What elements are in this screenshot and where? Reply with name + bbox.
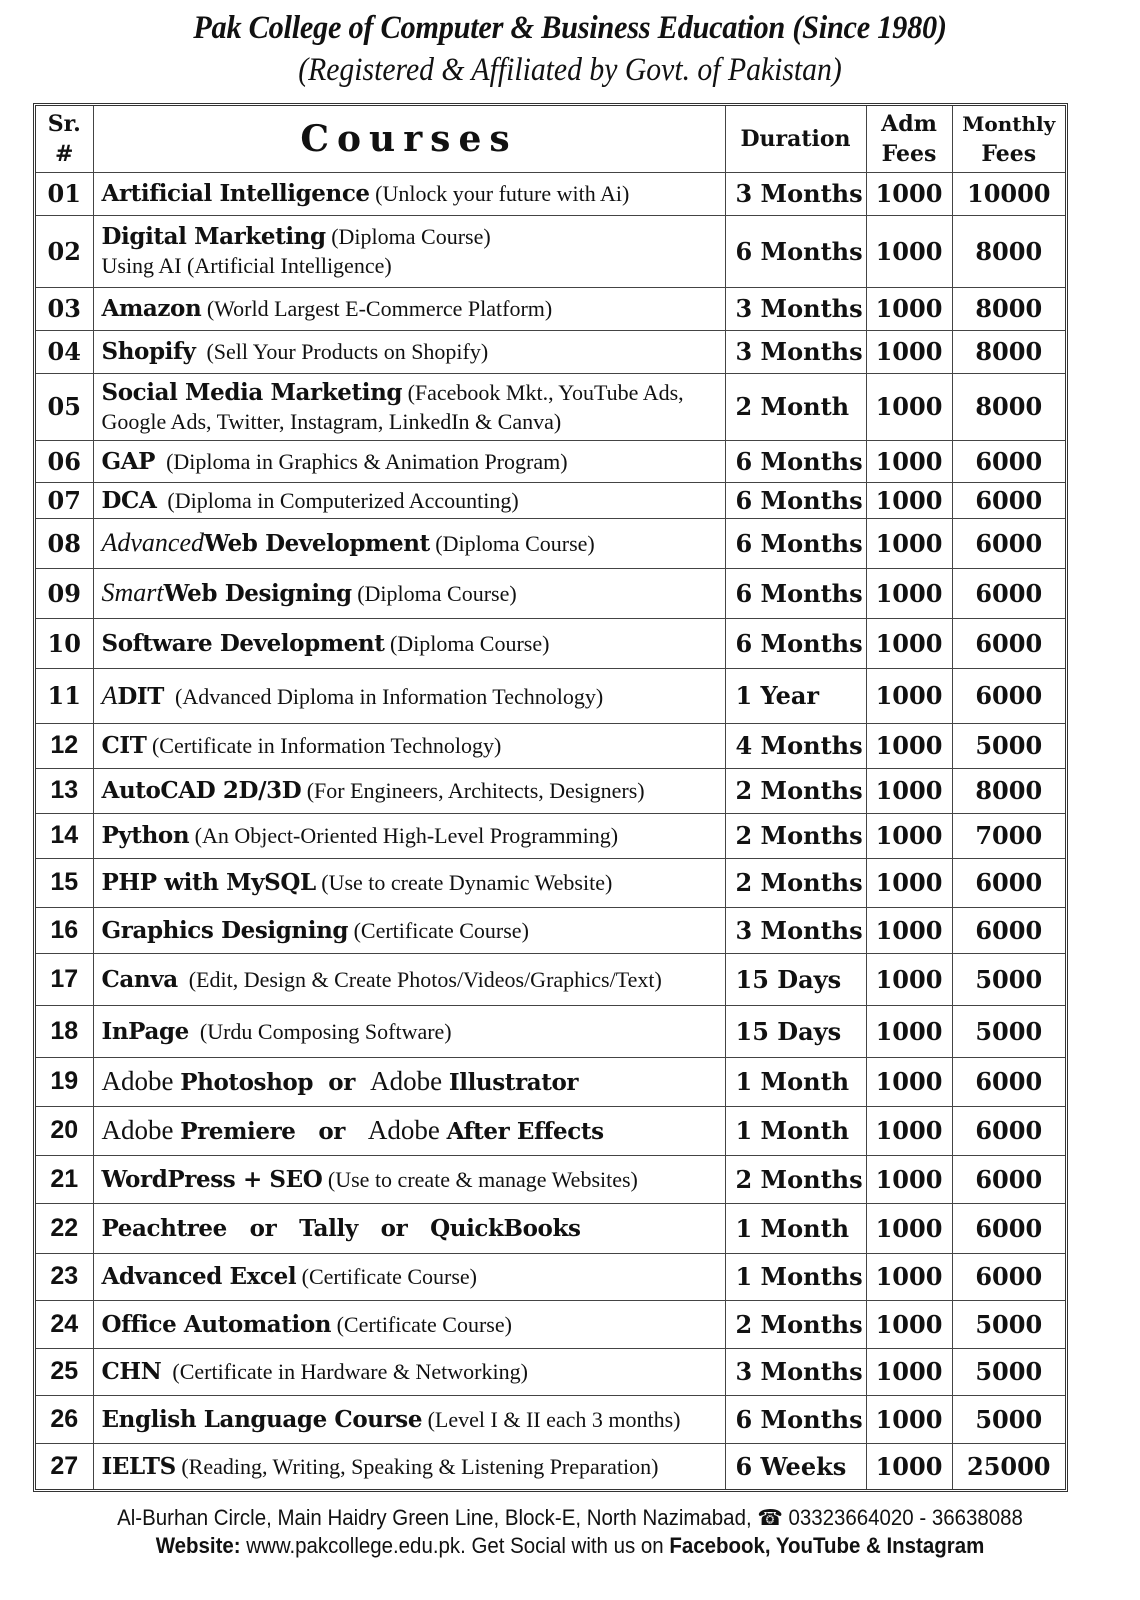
row-course [93,1253,725,1300]
row-course [93,1395,725,1443]
col-header-duration: Duration [725,106,866,172]
row-monthly-fees: 6000 [952,440,1065,482]
course-line [102,965,725,994]
row-adm-fees: 1000 [866,1057,952,1106]
course-note: (World Largest E-Commerce Platform) [201,296,553,321]
course-line [102,578,725,608]
course-note: (Use to create & manage Websites) [322,1166,638,1192]
row-duration: 1 Months [725,1253,866,1300]
course-line [102,629,725,658]
row-sr-number: 24 [36,1300,93,1348]
row-sr-number: 09 [36,568,93,618]
table-row [36,1106,1065,1155]
row-monthly-fees: 6000 [952,482,1065,518]
course-name: IELTS [101,1452,176,1480]
row-duration: 6 Months [725,518,866,568]
row-monthly-fees: 6000 [952,858,1065,907]
course-note: (Diploma in Computerized Accounting) [156,487,519,513]
page-title: Pak College of Computer & Business Education (Since 1980) [193,10,947,46]
course-name: AutoCAD 2D/3D [101,777,302,804]
course-prefix-script: A [101,680,118,710]
course-name: Shopify [101,338,196,365]
row-adm-fees: 1000 [866,1300,952,1348]
row-monthly-fees: 6000 [952,668,1065,723]
table-row [36,953,1065,1005]
row-sr-number: 19 [36,1057,93,1106]
row-monthly-fees: 8000 [952,768,1065,813]
course-note: (Use to create Dynamic Website) [315,870,613,895]
row-duration: 2 Months [725,1155,866,1203]
row-course [93,172,725,215]
course-name: Amazon [101,295,202,322]
row-sr-number: 08 [36,518,93,568]
footer-website-line [40,1533,1100,1559]
row-course [93,373,725,440]
course-note: (Unlock your future with Ai) [369,181,630,206]
row-adm-fees: 1000 [866,568,952,618]
row-adm-fees: 1000 [866,1203,952,1253]
row-course [93,1443,725,1489]
col-header-sr-line1: Sr. [47,110,81,137]
row-sr-number: 01 [36,172,93,215]
course-note: (Diploma Course) [384,630,550,656]
row-monthly-fees: 5000 [952,1005,1065,1057]
row-adm-fees: 1000 [866,1348,952,1395]
course-note: (Diploma in Graphics & Animation Program) [155,448,568,474]
row-adm-fees: 1000 [866,953,952,1005]
col-header-adm-fees [866,106,952,172]
row-adm-fees: 1000 [866,287,952,330]
course-name: WordPress + SEO [101,1165,323,1193]
row-sr-number: 14 [36,813,93,858]
course-note-line2: Using AI (Artificial Intelligence) [101,253,392,278]
row-sr-number: 15 [36,858,93,907]
row-sr-number: 11 [36,668,93,723]
row-duration: 6 Months [725,618,866,668]
row-sr-number: 26 [36,1395,93,1443]
course-note-line2: Google Ads, Twitter, Instagram, LinkedIn & Canva) [101,408,562,434]
row-adm-fees: 1000 [866,330,952,373]
table-row [36,668,1065,723]
row-sr-number: 17 [36,953,93,1005]
course-name: Canva [101,965,178,993]
row-adm-fees: 1000 [866,373,952,440]
course-line [102,681,725,711]
course-line [102,731,725,760]
row-adm-fees: 1000 [866,1253,952,1300]
table-row [36,907,1065,953]
col-header-monthly-line1: Monthly [962,111,1056,136]
row-sr-number: 22 [36,1203,93,1253]
table-row [36,858,1065,907]
table-row [36,172,1065,215]
course-name: Office Automation [101,1310,332,1338]
table-row [36,1253,1065,1300]
col-header-courses: Courses [93,106,725,172]
row-course [93,287,725,330]
row-sr-number: 25 [36,1348,93,1395]
course-part: Premiere [180,1117,296,1145]
table-row [36,723,1065,768]
course-line [102,179,725,208]
row-course [93,953,725,1005]
row-duration: 1 Month [725,1203,866,1253]
row-duration: 3 Months [725,1348,866,1395]
course-name: Peachtree or Tally or QuickBooks [101,1214,581,1242]
row-sr-number: 03 [36,287,93,330]
row-monthly-fees: 6000 [952,1106,1065,1155]
row-sr-number: 21 [36,1155,93,1203]
footer-phone: 03323664020 - 36638088 [782,1505,1023,1530]
table-row [36,287,1065,330]
row-sr-number: 20 [36,1106,93,1155]
row-course [93,907,725,953]
row-course [93,1155,725,1203]
row-adm-fees: 1000 [866,723,952,768]
row-duration: 3 Months [725,172,866,215]
row-monthly-fees: 5000 [952,723,1065,768]
course-prefix-script: Smart [101,578,164,607]
row-adm-fees: 1000 [866,215,952,287]
table-row [36,618,1065,668]
course-line [102,1452,725,1481]
row-course [93,518,725,568]
course-note: (Sell Your Products on Shopify) [195,339,489,364]
col-header-sr-line2: # [55,140,74,167]
row-course [93,1106,725,1155]
course-name: DIT [117,682,165,710]
course-note: (Advanced Diploma in Information Technology) [164,683,604,709]
row-sr-number: 18 [36,1005,93,1057]
row-duration: 2 Months [725,813,866,858]
course-note: (Diploma Course) [351,581,517,606]
row-duration: 6 Months [725,440,866,482]
row-course [93,1057,725,1106]
row-adm-fees: 1000 [866,440,952,482]
course-note: (Reading, Writing, Speaking & Listening Preparation) [175,1453,659,1479]
row-monthly-fees: 6000 [952,618,1065,668]
row-monthly-fees: 5000 [952,1395,1065,1443]
row-sr-number: 23 [36,1253,93,1300]
row-sr-number: 05 [36,373,93,440]
row-adm-fees: 1000 [866,907,952,953]
table-row [36,330,1065,373]
course-name: DCA [101,486,157,514]
row-adm-fees: 1000 [866,1155,952,1203]
row-sr-number: 04 [36,330,93,373]
course-note: (Urdu Composing Software) [188,1018,452,1044]
col-header-monthly-line2: Fees [981,140,1037,167]
course-line [102,868,725,897]
row-sr-number: 27 [36,1443,93,1489]
row-duration: 15 Days [725,953,866,1005]
footer-website[interactable]: www.pakcollege.edu.pk. Get Social with us on [240,1533,670,1558]
course-note: (For Engineers, Architects, Designers) [301,778,645,803]
course-line [102,1214,725,1243]
col-header-adm-line1: Adm [881,110,937,137]
table-row [36,440,1065,482]
table-row [36,1395,1065,1443]
row-sr-number: 06 [36,440,93,482]
row-monthly-fees: 6000 [952,1057,1065,1106]
footer-address: Al-Burhan Circle, Main Haidry Green Line, Block-E, North Nazimabad, [117,1505,758,1530]
row-course [93,723,725,768]
row-duration: 6 Months [725,568,866,618]
row-duration: 6 Months [725,482,866,518]
row-course [93,215,725,287]
row-sr-number: 16 [36,907,93,953]
course-part: Photoshop [180,1068,314,1096]
course-name: CIT [101,732,147,759]
row-sr-number: 10 [36,618,93,668]
row-adm-fees: 1000 [866,618,952,668]
row-duration: 4 Months [725,723,866,768]
row-monthly-fees: 6000 [952,518,1065,568]
row-monthly-fees: 7000 [952,813,1065,858]
row-course [93,1203,725,1253]
row-monthly-fees: 6000 [952,568,1065,618]
row-duration: 1 Year [725,668,866,723]
course-name: Advanced Excel [101,1263,297,1290]
table-row [36,518,1065,568]
row-sr-number: 02 [36,215,93,287]
course-note: (Certificate in Hardware & Networking) [161,1359,528,1384]
row-adm-fees: 1000 [866,1395,952,1443]
table-row [36,373,1065,440]
course-line [102,821,725,850]
row-course [93,440,725,482]
row-adm-fees: 1000 [866,518,952,568]
table-row [36,813,1065,858]
row-course [93,482,725,518]
course-line [102,337,725,366]
row-monthly-fees: 8000 [952,287,1065,330]
row-monthly-fees: 6000 [952,1203,1065,1253]
row-course [93,330,725,373]
row-duration: 15 Days [725,1005,866,1057]
row-monthly-fees: 6000 [952,1253,1065,1300]
course-line [102,222,725,251]
course-name: Python [101,822,190,849]
course-name: Graphics Designing [101,916,349,944]
row-course [93,1348,725,1395]
row-adm-fees: 1000 [866,768,952,813]
footer-social: Facebook, YouTube & Instagram [669,1533,985,1558]
course-name: CHN [101,1358,162,1385]
row-duration: 6 Months [725,215,866,287]
table-row [36,1155,1065,1203]
course-line [102,294,725,323]
course-line [102,378,725,407]
course-line [102,1405,725,1434]
table-row [36,1348,1065,1395]
course-line [102,528,725,558]
table-row [36,1057,1065,1106]
row-course [93,858,725,907]
row-duration: 3 Months [725,907,866,953]
course-part: or [313,1068,371,1096]
row-duration: 2 Month [725,373,866,440]
course-line [102,1357,725,1386]
course-note: (An Object-Oriented High-Level Programming) [189,823,619,848]
row-monthly-fees: 5000 [952,1348,1065,1395]
course-note: (Certificate in Information Technology) [146,733,502,758]
course-name: Digital Marketing [101,223,326,250]
row-duration: 1 Month [725,1057,866,1106]
table-row [36,1005,1065,1057]
col-header-monthly-fees [952,106,1065,172]
row-duration: 3 Months [725,330,866,373]
row-course [93,668,725,723]
row-monthly-fees: 6000 [952,907,1065,953]
row-duration: 2 Months [725,858,866,907]
col-header-sr [36,106,93,172]
course-note: (Certificate Course) [348,917,529,943]
table-row [36,215,1065,287]
course-name: Social Media Marketing [101,378,403,406]
footer-website-label: Website: [155,1533,241,1558]
row-monthly-fees: 8000 [952,215,1065,287]
course-line [102,447,725,476]
row-course [93,1005,725,1057]
row-adm-fees: 1000 [866,813,952,858]
course-name: GAP [101,447,156,475]
course-name: Web Designing [163,580,352,607]
course-part: Adobe [101,1114,181,1145]
row-monthly-fees: 8000 [952,373,1065,440]
table-row [36,568,1065,618]
table-row [36,482,1065,518]
course-name: Artificial Intelligence [101,180,370,207]
table-row [36,1203,1065,1253]
course-name: PHP with MySQL [101,869,316,896]
row-adm-fees: 1000 [866,1443,952,1489]
courses-table [33,103,1068,1492]
course-line [102,1165,725,1194]
course-part: After Effects [446,1117,604,1145]
table-row [36,1300,1065,1348]
row-adm-fees: 1000 [866,1005,952,1057]
course-name: English Language Course [101,1405,423,1433]
footer-address-line [40,1505,1100,1531]
course-note: (Certificate Course) [331,1311,512,1337]
page-subtitle: (Registered & Affiliated by Govt. of Pakistan) [298,52,842,88]
row-duration: 3 Months [725,287,866,330]
course-name: Web Development [204,530,430,557]
course-line [102,1262,725,1291]
course-prefix-script: Advanced [101,528,205,557]
row-course [93,618,725,668]
course-note: (Level I & II each 3 months) [422,1406,681,1432]
row-course [93,813,725,858]
course-note: (Diploma Course) [429,531,595,556]
row-monthly-fees: 25000 [952,1443,1065,1489]
course-part: Adobe [370,1065,449,1096]
row-duration: 6 Weeks [725,1443,866,1489]
course-note: (Certificate Course) [296,1264,477,1289]
row-course [93,768,725,813]
course-note: (Facebook Mkt., YouTube Ads, [402,379,684,405]
row-adm-fees: 1000 [866,172,952,215]
row-monthly-fees: 8000 [952,330,1065,373]
course-part: Illustrator [448,1068,579,1096]
row-monthly-fees: 6000 [952,1155,1065,1203]
telephone-icon: ☎ [757,1505,783,1530]
row-duration: 6 Months [725,1395,866,1443]
col-header-adm-line2: Fees [881,140,937,167]
row-monthly-fees: 10000 [952,172,1065,215]
row-course [93,1300,725,1348]
row-adm-fees: 1000 [866,668,952,723]
row-duration: 2 Months [725,768,866,813]
row-adm-fees: 1000 [866,1106,952,1155]
row-adm-fees: 1000 [866,858,952,907]
row-monthly-fees: 5000 [952,953,1065,1005]
course-name: Software Development [101,629,385,657]
course-part: or [295,1117,368,1145]
course-line [102,486,725,515]
row-sr-number: 07 [36,482,93,518]
course-line [102,1017,725,1046]
row-adm-fees: 1000 [866,482,952,518]
course-note: (Diploma Course) [325,224,491,249]
row-duration: 2 Months [725,1300,866,1348]
course-line [102,776,725,805]
course-name: InPage [101,1017,189,1045]
row-monthly-fees: 5000 [952,1300,1065,1348]
table-row [36,768,1065,813]
course-part: Adobe [101,1065,181,1096]
course-part: Adobe [367,1114,447,1145]
table-row [36,1443,1065,1489]
course-line [102,1310,725,1339]
row-course [93,568,725,618]
course-line [102,916,725,945]
row-sr-number: 13 [36,768,93,813]
table-header-row [36,106,1065,172]
row-duration: 1 Month [725,1106,866,1155]
course-note: (Edit, Design & Create Photos/Videos/Graphics/Text) [177,966,662,992]
row-sr-number: 12 [36,723,93,768]
